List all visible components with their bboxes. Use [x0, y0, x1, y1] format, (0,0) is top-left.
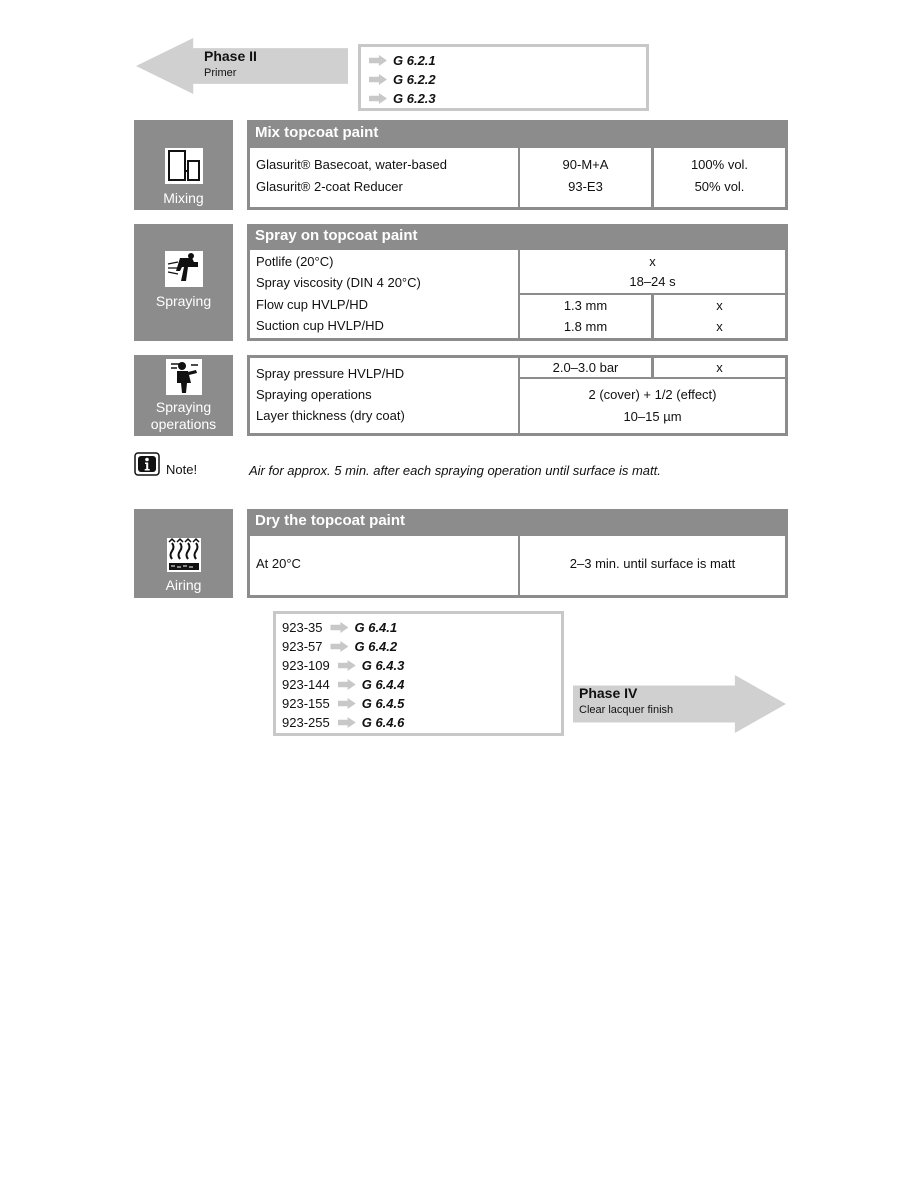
arrow-right-icon: [338, 679, 356, 690]
sprayer-person-icon: [165, 358, 203, 396]
operations-labels-cell: [250, 358, 518, 433]
spraying-header: Spray on topcoat paint: [255, 227, 418, 244]
mix-amount: 50% vol.: [694, 179, 745, 194]
airing-condition: At 20°C: [256, 556, 301, 571]
arrow-right-icon: [330, 641, 348, 652]
spraying-side-panel: [134, 224, 233, 341]
cup-nozzle-cell: [520, 295, 651, 338]
product-code: 923-155: [282, 696, 330, 711]
operations-label-line1: Spraying: [155, 399, 212, 415]
operation-param: Spraying operations: [256, 387, 372, 402]
note-text: Air for approx. 5 min. after each spraying operation until surface is matt.: [249, 463, 661, 478]
reference-row[interactable]: [367, 89, 646, 108]
arrow-right-icon: [338, 717, 356, 728]
suction-cup-nozzle: 1.8 mm: [563, 319, 608, 334]
operations-values-cell: [520, 379, 785, 433]
reference-link[interactable]: G 6.4.2: [354, 639, 398, 654]
reference-row[interactable]: [282, 637, 561, 656]
arrow-right-icon: [369, 55, 387, 66]
reference-row[interactable]: [367, 51, 646, 70]
cup-extra-cell: [654, 295, 785, 338]
reference-row[interactable]: [282, 656, 561, 675]
phase-iv-subtitle: Clear lacquer finish: [579, 704, 674, 716]
airing-condition-cell: [250, 536, 518, 595]
mixing-side-panel: [134, 120, 233, 210]
potlife-value: x: [649, 254, 656, 269]
airing-side-panel: [134, 509, 233, 598]
spray-param: Spray viscosity (DIN 4 20°C): [256, 275, 421, 290]
reference-link[interactable]: G 6.4.3: [361, 658, 405, 673]
flow-cup-nozzle: 1.3 mm: [563, 298, 608, 313]
pressure-extra-cell: [654, 358, 785, 377]
mixing-table: [247, 120, 788, 210]
spray-pressure-extra: x: [716, 360, 723, 375]
spray-param: Potlife (20°C): [256, 254, 334, 269]
reference-link[interactable]: G 6.2.1: [393, 53, 436, 68]
potlife-viscosity-cell: [520, 250, 785, 293]
phase-ii-title: Phase II: [204, 48, 257, 64]
mixing-icon: [164, 147, 204, 185]
top-reference-box: [358, 44, 649, 111]
suction-cup-extra: x: [716, 319, 723, 334]
mixing-names-cell: [250, 148, 518, 207]
product-code: 923-35: [282, 620, 323, 635]
spraying-table: [247, 224, 788, 341]
airing-label: Airing: [165, 577, 202, 593]
spray-param: Suction cup HVLP/HD: [256, 318, 384, 333]
spray-pressure-value: 2.0–3.0 bar: [552, 360, 619, 375]
reference-row[interactable]: [282, 675, 561, 694]
pressure-cell: [520, 358, 651, 377]
product-code: 93-E3: [568, 179, 603, 194]
reference-row[interactable]: [282, 618, 561, 637]
operation-param: Layer thickness (dry coat): [256, 408, 405, 423]
operation-param: Spray pressure HVLP/HD: [256, 366, 405, 381]
info-icon: [134, 452, 160, 476]
product-code: 923-255: [282, 715, 330, 730]
operations-side-panel: [134, 355, 233, 436]
mixing-codes-cell: [520, 148, 651, 207]
note-row: [134, 452, 794, 478]
mixing-label: Mixing: [163, 190, 204, 206]
viscosity-value: 18–24 s: [629, 274, 676, 289]
phase-iv-label: [579, 685, 673, 716]
reference-link[interactable]: G 6.2.3: [393, 91, 436, 106]
reference-link[interactable]: G 6.2.2: [393, 72, 436, 87]
spraying-label: Spraying: [155, 293, 212, 309]
airing-icon: [166, 537, 202, 573]
arrow-right-icon: [338, 660, 356, 671]
arrow-right-icon: [369, 93, 387, 104]
product-name: Glasurit® 2-coat Reducer: [256, 179, 403, 194]
spraying-labels-cell: [250, 250, 518, 338]
mixing-amounts-cell: [654, 148, 785, 207]
spray-gun-icon: [164, 250, 204, 288]
phase-ii-label: [204, 48, 257, 79]
reference-link[interactable]: G 6.4.5: [361, 696, 405, 711]
arrow-right-icon: [330, 622, 348, 633]
mix-amount: 100% vol.: [690, 157, 749, 172]
reference-row[interactable]: [367, 70, 646, 89]
product-code: 923-109: [282, 658, 330, 673]
reference-row[interactable]: [282, 694, 561, 713]
reference-link[interactable]: G 6.4.1: [354, 620, 398, 635]
product-code: 90-M+A: [562, 157, 609, 172]
reference-row[interactable]: [282, 713, 561, 732]
product-code: 923-144: [282, 677, 330, 692]
airing-result: 2–3 min. until surface is matt: [569, 556, 736, 571]
airing-table: [247, 509, 788, 598]
phase-iv-title: Phase IV: [579, 685, 638, 701]
reference-link[interactable]: G 6.4.6: [361, 715, 405, 730]
spray-param: Flow cup HVLP/HD: [256, 297, 368, 312]
airing-header: Dry the topcoat paint: [255, 512, 406, 529]
arrow-right-icon: [338, 698, 356, 709]
operations-label-line2: operations: [150, 416, 217, 432]
layer-thickness-value: 10–15 µm: [623, 409, 682, 424]
arrow-right-icon: [369, 74, 387, 85]
phase-ii-subtitle: Primer: [204, 67, 237, 79]
operations-table: [247, 355, 788, 436]
product-name: Glasurit® Basecoat, water-based: [256, 157, 447, 172]
bottom-reference-box: [273, 611, 564, 736]
reference-link[interactable]: G 6.4.4: [361, 677, 405, 692]
note-label: Note!: [166, 462, 198, 477]
mixing-header: Mix topcoat paint: [255, 124, 379, 141]
flow-cup-extra: x: [716, 298, 723, 313]
product-code: 923-57: [282, 639, 323, 654]
spray-operations-value: 2 (cover) + 1/2 (effect): [588, 387, 717, 402]
airing-result-cell: [520, 536, 785, 595]
